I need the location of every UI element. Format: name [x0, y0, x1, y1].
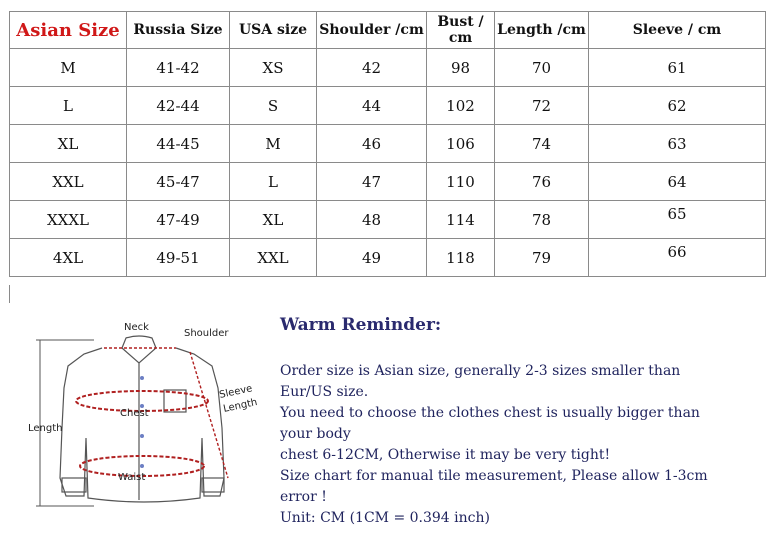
cell-russia-size: 42-44	[127, 87, 230, 125]
table-row	[10, 125, 766, 163]
cell-asian-size: XXXL	[10, 201, 127, 239]
cell-usa-size: XS	[230, 49, 317, 87]
cell-shoulder: 48	[317, 201, 427, 239]
table-row	[10, 239, 766, 277]
reminder-line: chest 6-12CM, Otherwise it may be very tight!	[280, 447, 611, 463]
cell-length: 70	[495, 49, 589, 87]
cell-bust: 118	[427, 239, 495, 277]
cell-russia-size: 45-47	[127, 163, 230, 201]
table-row	[10, 87, 766, 125]
header-length: Length /cm	[495, 12, 589, 49]
reminder-line: Size chart for manual tile measurement, Please allow 1-3cm error !	[280, 468, 708, 505]
cell-usa-size: S	[230, 87, 317, 125]
sleeve-label-line1: Sleeve	[218, 383, 254, 401]
shirt-measurement-diagram	[24, 318, 259, 524]
table-row	[10, 163, 766, 201]
size-chart-table	[9, 11, 766, 277]
cell-russia-size: 49-51	[127, 239, 230, 277]
cell-asian-size: 4XL	[10, 239, 127, 277]
sleeve-label-line2: Length	[222, 397, 259, 415]
cell-shoulder: 42	[317, 49, 427, 87]
header-russia-size: Russia Size	[127, 12, 230, 49]
cell-bust: 114	[427, 201, 495, 239]
cell-usa-size: XL	[230, 201, 317, 239]
cell-shoulder: 44	[317, 87, 427, 125]
cell-usa-size: XXL	[230, 239, 317, 277]
length-label: Length	[28, 423, 63, 434]
header-bust: Bust / cm	[427, 12, 495, 49]
cell-length: 72	[495, 87, 589, 125]
cell-russia-size: 47-49	[127, 201, 230, 239]
chest-label: Chest	[120, 408, 149, 419]
table-edge-line	[9, 285, 10, 303]
cell-bust: 110	[427, 163, 495, 201]
reminder-title: Warm Reminder:	[280, 315, 442, 335]
cell-shoulder: 47	[317, 163, 427, 201]
cell-sleeve: 61	[589, 49, 766, 87]
neck-label: Neck	[124, 322, 149, 333]
cell-asian-size: M	[10, 49, 127, 87]
cell-russia-size: 44-45	[127, 125, 230, 163]
shoulder-label: Shoulder	[184, 328, 229, 339]
reminder-line: You need to choose the clothes chest is usually bigger than your body	[280, 405, 700, 442]
cell-sleeve: 66	[589, 239, 766, 277]
header-sleeve: Sleeve / cm	[589, 12, 766, 49]
table-row	[10, 49, 766, 87]
cell-russia-size: 41-42	[127, 49, 230, 87]
cell-asian-size: XL	[10, 125, 127, 163]
cell-sleeve: 62	[589, 87, 766, 125]
cell-asian-size: XXL	[10, 163, 127, 201]
header-asian-size: Asian Size	[10, 12, 127, 49]
cell-shoulder: 46	[317, 125, 427, 163]
reminder-line: Order size is Asian size, generally 2-3 sizes smaller than Eur/US size.	[280, 363, 681, 400]
header-shoulder: Shoulder /cm	[317, 12, 427, 49]
table-row	[10, 201, 766, 239]
cell-bust: 98	[427, 49, 495, 87]
shirt-buttons	[140, 376, 144, 468]
reminder-line: Unit: CM (1CM = 0.394 inch)	[280, 510, 490, 526]
cell-length: 74	[495, 125, 589, 163]
cell-length: 78	[495, 201, 589, 239]
cell-usa-size: M	[230, 125, 317, 163]
warm-reminder	[280, 315, 730, 529]
waist-label: Waist	[118, 472, 146, 483]
cell-sleeve: 65	[589, 201, 766, 239]
cell-usa-size: L	[230, 163, 317, 201]
cell-length: 76	[495, 163, 589, 201]
cell-asian-size: L	[10, 87, 127, 125]
cell-bust: 106	[427, 125, 495, 163]
cell-sleeve: 64	[589, 163, 766, 201]
cell-shoulder: 49	[317, 239, 427, 277]
header-usa-size: USA size	[230, 12, 317, 49]
cell-sleeve: 63	[589, 125, 766, 163]
table-header-row	[10, 12, 766, 49]
cell-length: 79	[495, 239, 589, 277]
measure-lines	[76, 348, 228, 478]
cell-bust: 102	[427, 87, 495, 125]
